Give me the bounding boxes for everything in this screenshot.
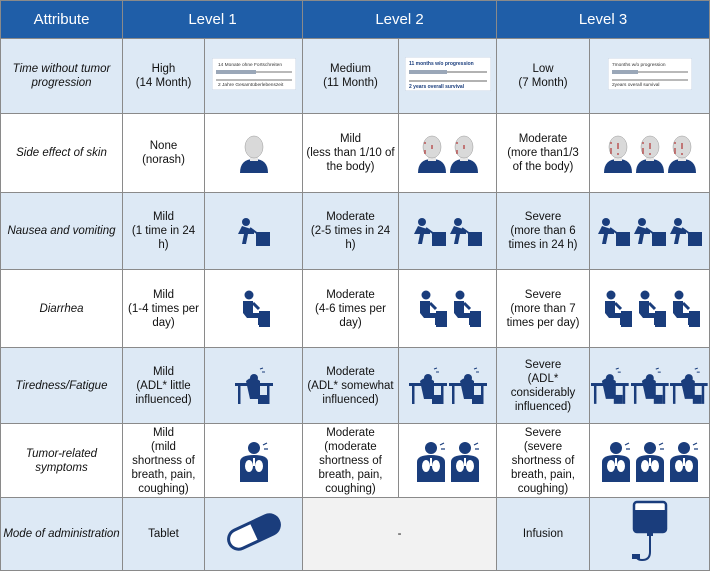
- attr-nausea: Nausea and vomiting: [1, 193, 123, 270]
- cell-l2: Moderate (4-6 times per day): [303, 270, 399, 348]
- tired-desk-icon: [205, 348, 303, 424]
- cell-l3: Moderate (more than1/3 of the body): [497, 114, 590, 193]
- cell-l1: Tablet: [123, 498, 205, 571]
- vomiting-icon: [205, 193, 303, 270]
- chart-bottom-label: 2 Jahre Gesamtüberlebenszeit: [217, 83, 283, 88]
- infusion-bag-icon: [590, 498, 710, 571]
- cell-l1: None (norash): [123, 114, 205, 193]
- cell-l3: Severe (more than 6 times in 24 h): [497, 193, 590, 270]
- cell-l1: Mild (ADL* little influenced): [123, 348, 205, 424]
- cell-l3: Infusion: [497, 498, 590, 571]
- person-icon: [205, 114, 303, 193]
- attr-skin: Side effect of skin: [1, 114, 123, 193]
- cell-l2: Moderate (moderate shortness of breath, pain, coughing): [303, 424, 399, 498]
- cell-l2: Moderate (2-5 times in 24 h): [303, 193, 399, 270]
- cell-l2: Medium (11 Month): [303, 39, 399, 114]
- cell-l3: Severe (severe shortness of breath, pain, coughing): [497, 424, 590, 498]
- toilet-icon: [205, 270, 303, 348]
- rash-face-icon: [590, 114, 710, 193]
- cell-l2: -: [303, 498, 497, 571]
- header-level1: Level 1: [123, 1, 303, 39]
- survival-chart-l3: [590, 39, 710, 114]
- chart-top-label: 11 months w/o progression: [408, 61, 474, 67]
- survival-chart-l2: [399, 39, 497, 114]
- header-attribute: Attribute: [1, 1, 123, 39]
- cell-l3: Low (7 Month): [497, 39, 590, 114]
- cell-l2: Moderate (ADL* somewhat influenced): [303, 348, 399, 424]
- cell-l3: Severe (ADL* considerably influenced): [497, 348, 590, 424]
- chart-top-label: 7months w/o progression: [611, 63, 666, 68]
- cell-l1: Mild (mild shortness of breath, pain, coughing): [123, 424, 205, 498]
- header-level3: Level 3: [497, 1, 710, 39]
- toilet-icon: [590, 270, 710, 348]
- vomiting-icon: [399, 193, 497, 270]
- lungs-person-icon: [399, 424, 497, 498]
- vomiting-icon: [590, 193, 710, 270]
- attr-tumor: Tumor-related symptoms: [1, 424, 123, 498]
- lungs-person-icon: [205, 424, 303, 498]
- chart-bottom-label: 2years overall survival: [611, 83, 659, 88]
- rash-face-icon: [399, 114, 497, 193]
- toilet-icon: [399, 270, 497, 348]
- attr-fatigue: Tiredness/Fatigue: [1, 348, 123, 424]
- chart-bottom-label: 2 years overall survival: [408, 84, 464, 90]
- attr-time: Time without tumor progression: [1, 39, 123, 114]
- attr-diarrhea: Diarrhea: [1, 270, 123, 348]
- lungs-person-icon: [590, 424, 710, 498]
- attr-administration: Mode of administration: [1, 498, 123, 571]
- cell-l1: Mild (1 time in 24 h): [123, 193, 205, 270]
- tablet-icon: [205, 498, 303, 571]
- cell-l2: Mild (less than 1/10 of the body): [303, 114, 399, 193]
- header-level2: Level 2: [303, 1, 497, 39]
- chart-top-label: 14 Monate ohne Fortschreiten: [217, 63, 282, 68]
- survival-chart-l1: [205, 39, 303, 114]
- tired-desk-icon: [399, 348, 497, 424]
- cell-l3: Severe (more than 7 times per day): [497, 270, 590, 348]
- cell-l1: Mild (1-4 times per day): [123, 270, 205, 348]
- cell-l1: High (14 Month): [123, 39, 205, 114]
- tired-desk-icon: [590, 348, 710, 424]
